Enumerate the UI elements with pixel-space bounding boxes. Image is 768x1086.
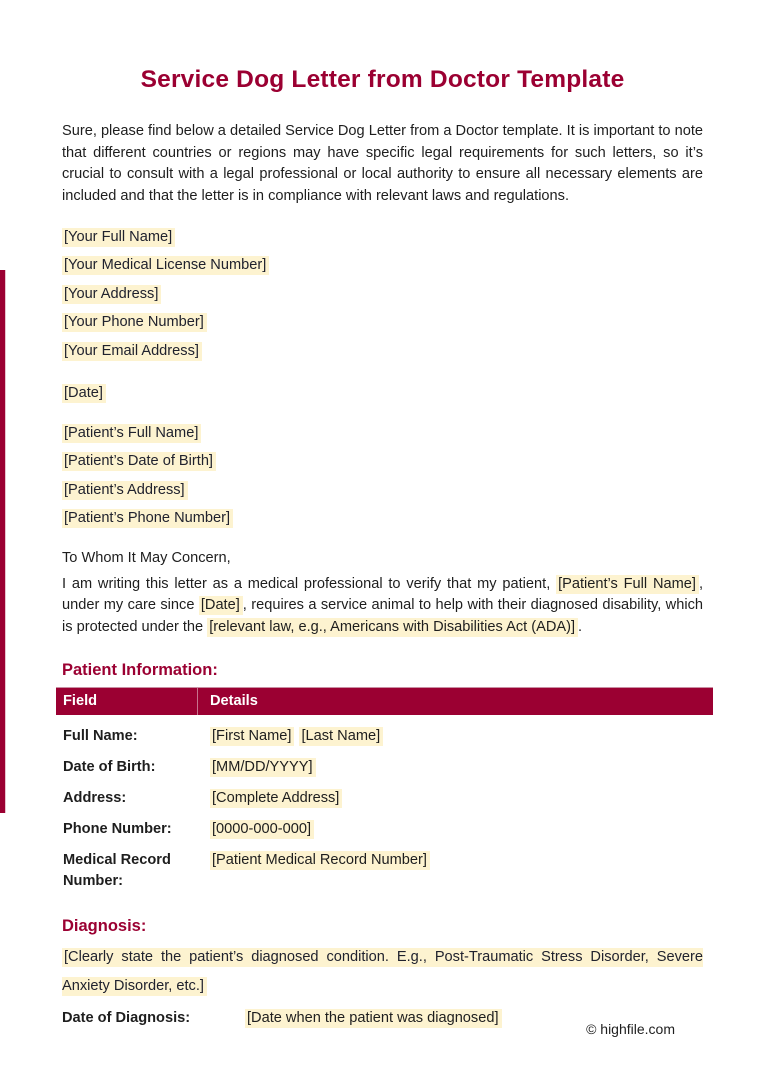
body-text: , under my care since (62, 575, 703, 614)
placeholder-highlight: [Clearly state the patient’s diagnosed condition. E.g., Post-Traumatic Stress Disorder, Severe Anxiety Disorder, etc.] (62, 948, 703, 994)
row-value (198, 788, 342, 809)
patient-phone-field (62, 509, 703, 529)
placeholder-highlight: [Complete Address] (210, 789, 342, 808)
row-label: Address: (63, 789, 127, 806)
row-value (198, 819, 314, 840)
placeholder-highlight: [Date] (62, 384, 106, 403)
body-text: , requires a service animal to help with their diagnosed disability, which is protected under the (62, 597, 703, 635)
table-row (56, 819, 713, 840)
placeholder-highlight: [Your Phone Number] (62, 313, 207, 332)
row-label: Phone Number: (63, 820, 172, 837)
placeholder-highlight: [Your Email Address] (62, 342, 202, 361)
placeholder-highlight: [Patient’s Full Name] (556, 575, 699, 594)
patient-info-table (56, 687, 713, 892)
placeholder-highlight: [relevant law, e.g., Americans with Disabilities Act (ADA)] (207, 618, 578, 637)
placeholder-highlight: [First Name] (210, 727, 294, 746)
placeholder-highlight: [Date] (199, 596, 243, 615)
table-header-row (56, 687, 713, 715)
intro-paragraph: Sure, please find below a detailed Service Dog Letter from a Doctor template. It is important to note that different countries or regions may have specific legal requirements for such letters, so it’s crucial to consult with a legal professional or local authority to ensure all necessary elements are included and that the letter is in compliance with relevant laws and regulations. (62, 123, 703, 205)
table-row (56, 757, 713, 778)
diagnosis-date-value (245, 1008, 502, 1029)
diagnosis-heading: Diagnosis: (62, 916, 147, 935)
row-value (198, 726, 383, 747)
left-accent-bar (0, 270, 6, 813)
row-label: Date of Birth: (63, 758, 156, 775)
body-text: I am writing this letter as a medical professional to verify that my patient, (62, 575, 557, 592)
diagnosis-date-label: Date of Diagnosis: (62, 1009, 191, 1026)
patient-fields-block (62, 424, 703, 529)
date-block (62, 384, 703, 404)
row-value (198, 757, 316, 778)
table-header-details: Details (210, 693, 258, 710)
doctor-name-field (62, 228, 703, 248)
table-row (56, 850, 713, 892)
placeholder-highlight: [Patient’s Address] (62, 481, 188, 500)
doctor-phone-field (62, 313, 703, 333)
table-body (56, 715, 713, 892)
page-title: Service Dog Letter from Doctor Template (140, 66, 625, 93)
doctor-fields-block (62, 228, 703, 362)
table-header-field: Field (56, 688, 198, 715)
table-row (56, 726, 713, 747)
diagnosis-description (62, 943, 703, 1001)
placeholder-highlight: [Your Medical License Number] (62, 256, 269, 275)
patient-address-field (62, 481, 703, 501)
date-field (62, 384, 703, 404)
placeholder-highlight: [Date when the patient was diagnosed] (245, 1009, 502, 1028)
body-paragraph (62, 574, 703, 639)
doctor-license-field (62, 256, 703, 276)
row-label: Medical Record Number: (63, 851, 171, 889)
placeholder-highlight: [Patient’s Phone Number] (62, 509, 233, 528)
patient-dob-field (62, 452, 703, 472)
table-row (56, 788, 713, 809)
row-label: Full Name: (63, 727, 138, 744)
body-text: . (578, 618, 583, 635)
doctor-address-field (62, 285, 703, 305)
placeholder-highlight: [Patient’s Full Name] (62, 424, 201, 443)
patient-information-heading: Patient Information: (62, 660, 218, 679)
patient-name-field (62, 424, 703, 444)
row-value (198, 850, 430, 892)
placeholder-highlight: [Patient’s Date of Birth] (62, 452, 216, 471)
placeholder-highlight: [0000-000-000] (210, 820, 314, 839)
salutation: To Whom It May Concern, (62, 549, 231, 566)
document-content (62, 0, 703, 1029)
placeholder-highlight: [Your Address] (62, 285, 161, 304)
doctor-email-field (62, 342, 703, 362)
placeholder-highlight: [MM/DD/YYYY] (210, 758, 316, 777)
placeholder-highlight: [Patient Medical Record Number] (210, 851, 430, 870)
footer-copyright: © highfile.com (586, 1021, 675, 1037)
placeholder-highlight: [Last Name] (299, 727, 383, 746)
placeholder-highlight: [Your Full Name] (62, 228, 175, 247)
